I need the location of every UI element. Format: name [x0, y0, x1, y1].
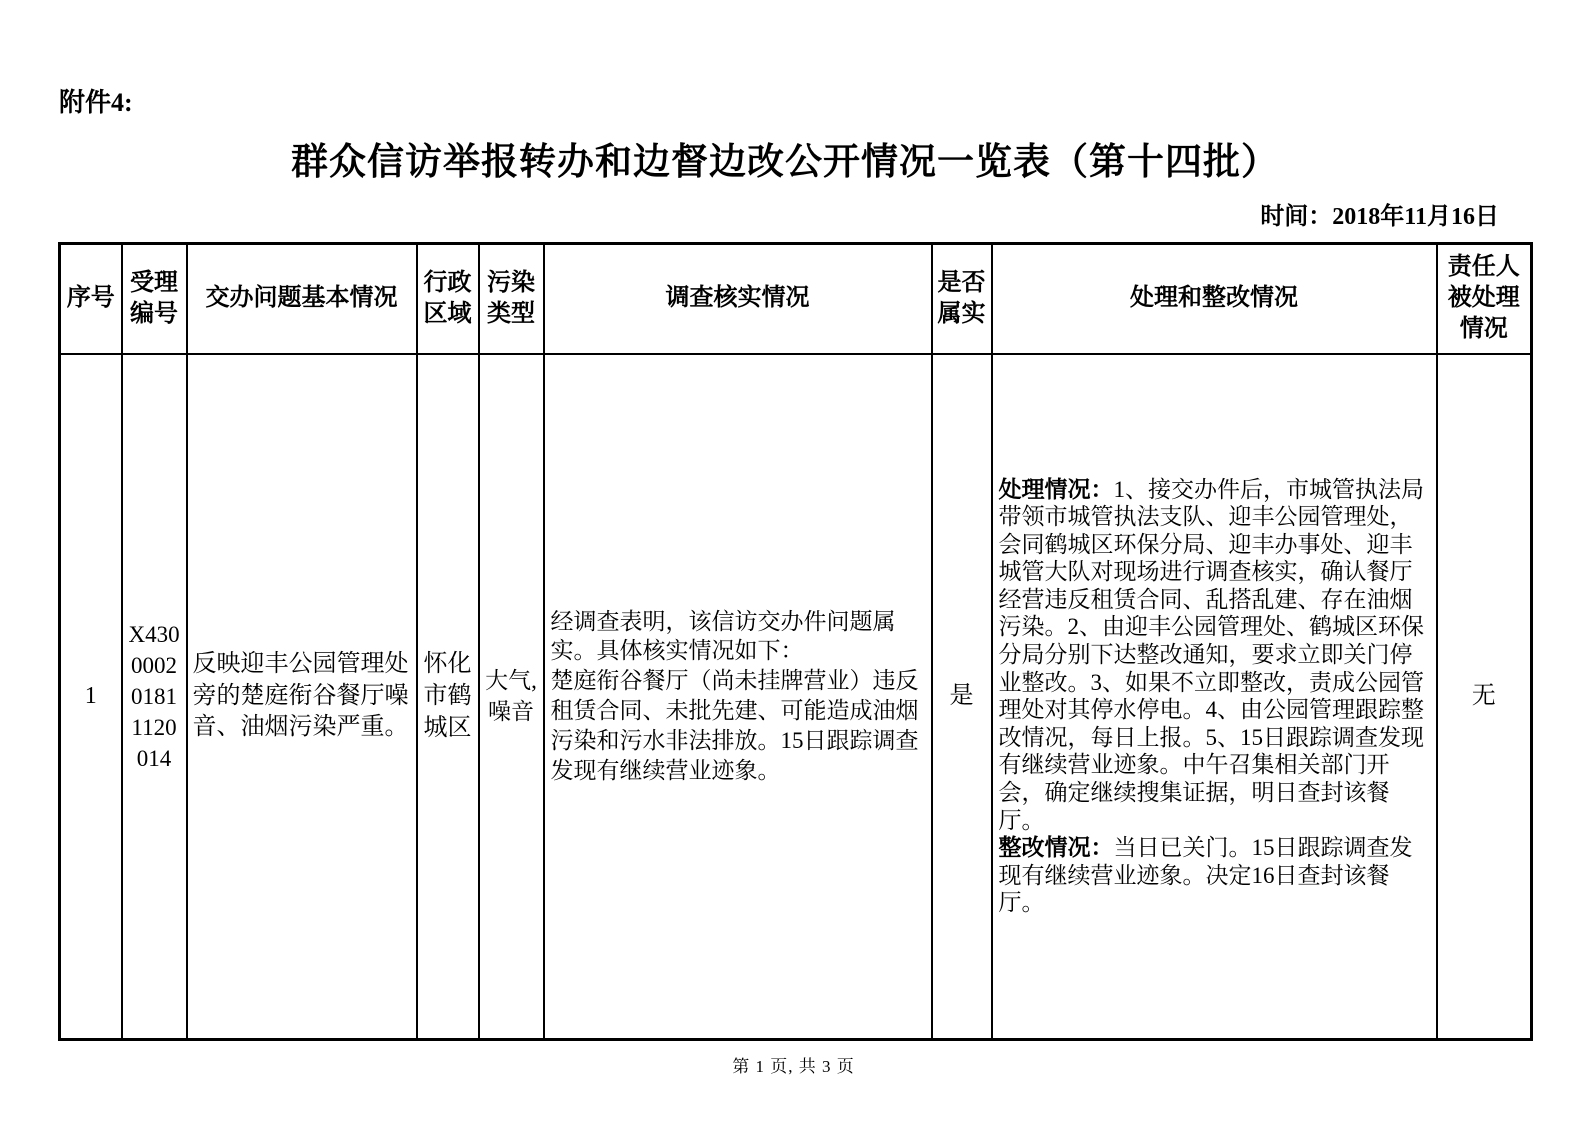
header-problem: 交办问题基本情况 — [187, 244, 417, 354]
attachment-label: 附件4: — [59, 88, 133, 117]
cell-investigation — [544, 354, 932, 1040]
table-header-row — [60, 244, 1532, 354]
header-investigation: 调查核实情况 — [544, 244, 932, 354]
case-number-line: X430 — [128, 621, 180, 647]
table-row — [60, 354, 1532, 1040]
header-pollution-type: 污染类型 — [479, 244, 544, 354]
handling-label: 处理情况： — [998, 476, 1114, 502]
page-footer: 第 1 页, 共 3 页 — [732, 1057, 855, 1076]
date-label: 时间：2018年11月16日 — [1260, 204, 1499, 230]
cell-case-number — [122, 354, 187, 1040]
cell-verified: 是 — [932, 354, 992, 1040]
investigation-paragraph: 经调查表明，该信访交办件问题属实。具体核实情况如下： — [550, 608, 896, 664]
case-number-line: 1120 — [131, 714, 177, 740]
rectification-text: 当日已关门。15日跟踪调查发现有继续营业迹象。决定16日查封该餐厅。 — [998, 835, 1413, 916]
cell-pollution-type: 大气,噪音 — [479, 354, 544, 1040]
header-handling: 处理和整改情况 — [992, 244, 1437, 354]
header-seq: 序号 — [60, 244, 122, 354]
report-table — [58, 242, 1533, 1041]
investigation-paragraph: 楚庭衔谷餐厅（尚未挂牌营业）违反租赁合同、未批先建、可能造成油烟污染和污水非法排放。15日跟踪调查发现有继续营业迹象。 — [550, 668, 919, 784]
case-number-line: 0181 — [131, 683, 177, 709]
cell-problem: 反映迎丰公园管理处旁的楚庭衔谷餐厅噪音、油烟污染严重。 — [187, 354, 417, 1040]
rectification-label: 整改情况： — [998, 835, 1114, 861]
header-region: 行政区域 — [417, 244, 479, 354]
handling-text: 1、接交办件后，市城管执法局带领市城管执法支队、迎丰公园管理处，会同鹤城区环保分局、迎丰办事处、迎丰城管大队对现场进行调查核实，确认餐厅经营违反租赁合同、乱搭乱建、存在油烟污染。2、由迎丰公园管理处、鹤城区环保分局分别下达整改通知，要求立即关门停业整改。3、如果不立即整改，责成公园管理处对其停水停电。4、由公园管理跟踪整改情况，每日上报。5、15日跟踪调查发现有继续营业迹象。中午召集相关部门开会，确定继续搜集证据，明日查封该餐厅。 — [998, 476, 1424, 833]
cell-region: 怀化市鹤城区 — [417, 354, 479, 1040]
header-verified: 是否属实 — [932, 244, 992, 354]
header-case-number: 受理编号 — [122, 244, 187, 354]
case-number-line: 014 — [136, 745, 172, 771]
cell-responsibility: 无 — [1437, 354, 1532, 1040]
cell-handling — [992, 354, 1437, 1040]
header-responsibility: 责任人被处理情况 — [1437, 244, 1532, 354]
cell-seq: 1 — [60, 354, 122, 1040]
page-title: 群众信访举报转办和边督边改公开情况一览表（第十四批） — [291, 142, 1279, 183]
case-number-line: 0002 — [131, 652, 177, 678]
handling-paragraph — [999, 476, 1430, 835]
rectification-paragraph — [999, 834, 1430, 917]
